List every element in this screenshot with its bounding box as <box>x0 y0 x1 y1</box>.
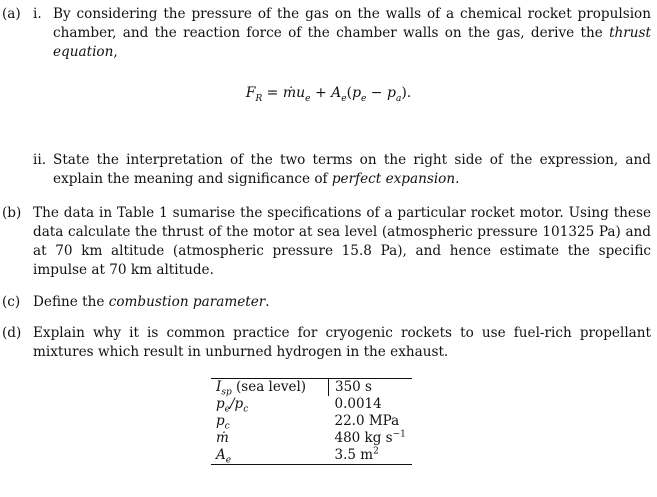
table-sym-sub: e <box>224 404 230 415</box>
table-key <box>211 430 329 447</box>
part-a-ii-text <box>53 151 651 189</box>
table-sym-sub: sp <box>221 387 232 398</box>
part-a-ii-numeral: ii. <box>33 152 47 168</box>
part-c-italic: combustion parameter <box>108 294 266 310</box>
table-value: 0.0014 <box>334 396 382 412</box>
table-key <box>211 396 329 413</box>
table-key <box>211 379 329 397</box>
part-a-i-body: By considering the pressure of the gas on the walls of a chemical rocket propulsion chamber, and the reaction force of the chamber walls on the gas, derive the <box>53 6 651 41</box>
table-row <box>211 447 412 465</box>
table-row <box>211 413 412 430</box>
part-c-label: (c) <box>2 294 21 310</box>
table-key <box>211 447 329 465</box>
part-a-i-tail: , <box>113 44 118 60</box>
eq-open: ( <box>346 85 353 101</box>
eq-plus: + <box>310 85 332 101</box>
part-d-label: (d) <box>2 325 22 341</box>
eq-lhs: F <box>245 85 256 101</box>
table-value <box>329 430 413 447</box>
question-b <box>0 204 655 280</box>
eq-close: ). <box>401 85 412 101</box>
eq-a-sub: e <box>341 93 347 104</box>
eq-p2: p <box>387 85 396 101</box>
eq-lhs-sub: R <box>255 93 263 104</box>
table-key <box>211 413 329 430</box>
table-sym-suffix-sub: c <box>243 404 249 415</box>
thrust-equation <box>0 84 657 103</box>
part-a-ii-body: State the interpretation of the two terms on the right side of the expression, and explain the meaning and significance of <box>53 152 651 187</box>
table-value-sup: 2 <box>373 446 379 457</box>
table-row <box>211 396 412 413</box>
table-sym: p <box>216 413 225 429</box>
part-b-text: The data in Table 1 sumarise the specifications of a particular rocket motor. Using these data calculate the thrust of the motor at sea level (atmospheric pressure 101325 Pa) and at 70 km altitude (atmospheric pressure 15.8 Pa), and hence estimate the specific impulse at 70 km altitude. <box>33 205 651 278</box>
table-sym: A <box>216 447 226 463</box>
table-row <box>211 430 412 447</box>
part-a-ii-italic: perfect expansion <box>331 171 456 187</box>
table-value: 22.0 MPa <box>334 413 400 429</box>
part-c-tail: . <box>265 294 270 310</box>
table-sym: p <box>216 396 225 412</box>
part-c-body: Define the <box>33 294 109 310</box>
part-d-text: Explain why it is common practice for cryogenic rockets to use fuel-rich propellant mixtures which result in unburned hydrogen in the exhaust. <box>33 325 651 360</box>
question-a <box>0 5 655 62</box>
table-value <box>329 447 413 465</box>
table-value: 350 s <box>335 379 372 395</box>
part-b-label: (b) <box>2 205 22 221</box>
table-sym-sub: e <box>225 455 232 466</box>
table-value-text: 3.5 m <box>334 447 374 463</box>
table-sym-suffix: (sea level) <box>231 379 307 395</box>
table-sym: ṁ <box>216 430 229 446</box>
question-d <box>0 324 655 362</box>
eq-mdot: ṁ <box>282 85 297 101</box>
table-sym-sub: c <box>224 421 230 432</box>
eq-p1: p <box>352 85 362 101</box>
part-a-ii-tail: . <box>455 171 460 187</box>
part-a-i-text <box>53 5 651 62</box>
part-a-label: (a) <box>2 6 21 22</box>
eq-equals: = <box>262 85 283 101</box>
question-a-ii <box>0 151 655 189</box>
eq-p1-sub: e <box>361 93 367 104</box>
table-value-sup: −1 <box>392 429 406 440</box>
question-c <box>0 293 655 312</box>
eq-minus: − <box>366 85 387 101</box>
table-value-text: 480 kg s <box>334 430 393 446</box>
table-sym-suffix: /p <box>229 396 244 412</box>
part-c-text <box>33 293 651 312</box>
spec-table <box>211 378 412 465</box>
table-sym: I <box>216 379 222 395</box>
part-a-i-numeral: i. <box>33 6 42 22</box>
eq-u-sub: e <box>305 93 311 104</box>
eq-p2-sub: a <box>395 93 402 104</box>
table-row <box>211 379 412 397</box>
part-a-i-italic: thrust equation <box>53 25 651 60</box>
eq-a: A <box>331 85 342 101</box>
eq-u: u <box>296 85 306 101</box>
